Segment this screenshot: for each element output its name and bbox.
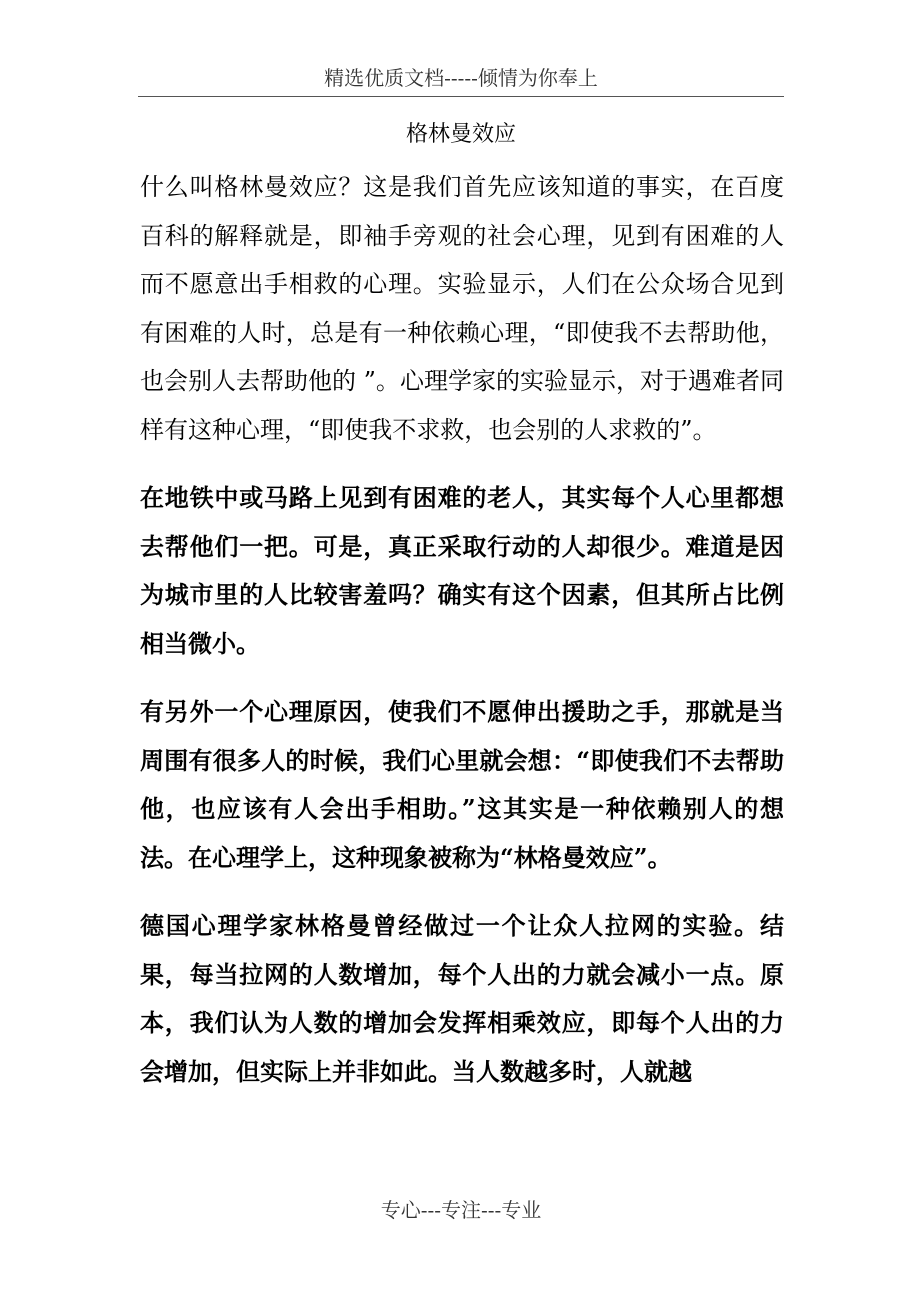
- paragraph-intro: 什么叫格林曼效应？这是我们首先应该知道的事实，在百度百科的解释就是，即袖手旁观的社会心理，见到有困难的人而不愿意出手相救的心理。实验显示，人们在公众场合见到有困难的人时，总是有一种依赖心理，“即使我不去帮助他，也会别人去帮助他的 ”。心理学家的实验显示，对于遇难者同样有这种心理，“即使我不求救，也会别的人求救的”。: [140, 173, 784, 444]
- header-divider: [138, 96, 784, 97]
- page-header: 精选优质文档-----倾情为你奉上: [324, 66, 598, 90]
- document-title: 格林曼效应: [405, 122, 516, 147]
- document-body: [140, 163, 784, 1116]
- paragraph-psychological-reason: 有另外一个心理原因，使我们不愿伸出援助之手，那就是当周围有很多人的时候，我们心里就会想：“即使我们不去帮助他，也应该有人会出手相助。”这其实是一种依赖别人的想法。在心理学上，这种现象被称为“林格曼效应”。: [140, 697, 784, 872]
- paragraph-subway-example: 在地铁中或马路上见到有困难的老人，其实每个人心里都想去帮他们一把。可是，真正采取行动的人却很少。难道是因为城市里的人比较害羞吗？确实有这个因素，但其所占比例相当微小。: [140, 483, 784, 658]
- paragraph-ringelmann-experiment: 德国心理学家林格曼曾经做过一个让众人拉网的实验。结果，每当拉网的人数增加，每个人出的力就会减小一点。原本，我们认为人数的增加会发挥相乘效应，即每个人出的力会增加，但实际上并非如此。当人数越多时，人就越: [140, 911, 784, 1086]
- page-footer: 专心---专注---专业: [380, 1198, 542, 1222]
